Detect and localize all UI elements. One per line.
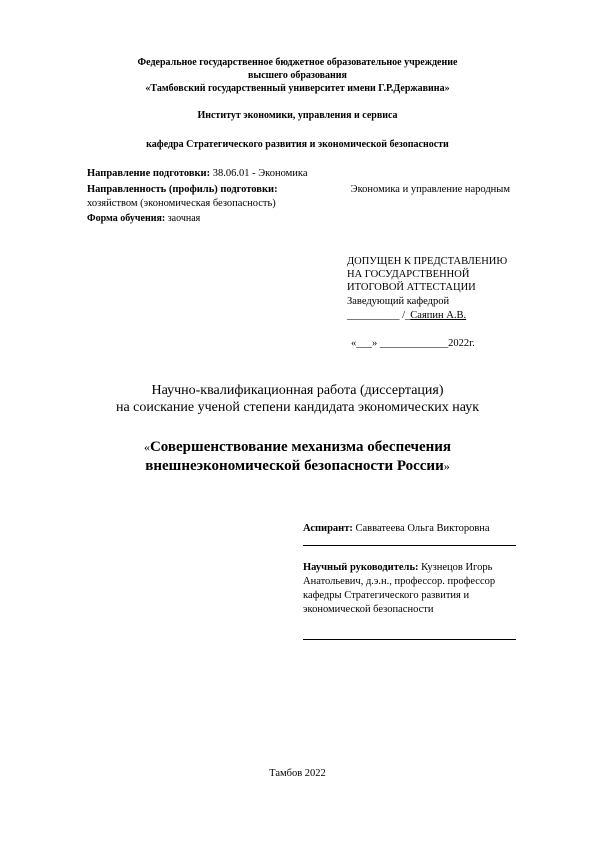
institute-name: Институт экономики, управления и сервиса <box>197 110 398 121</box>
supervisor-signature-line <box>303 639 516 640</box>
aspirant-name: Савватеева Ольга Викторовна <box>352 523 490 534</box>
direction-label: Направление подготовки: <box>87 168 211 179</box>
work-title-line-2 <box>0 458 595 475</box>
title-text-1: Совершенствование механизма обеспечения <box>149 439 452 455</box>
form-label: Форма обучения: <box>87 213 166 224</box>
profile-label: Направленность (профиль) подготовки: <box>87 184 278 195</box>
approval-line-1: ДОПУЩЕН К ПРЕДСТАВЛЕНИЮ <box>347 256 508 267</box>
approval-signature <box>347 309 466 322</box>
signature-blank: __________ /_ <box>347 310 411 321</box>
approval-date: «___» _____________2022г. <box>351 338 475 349</box>
title-close-quote: » <box>443 459 450 473</box>
supervisor-line-4: экономической безопасности <box>303 604 434 615</box>
aspirant-signature-line <box>303 545 516 546</box>
direction-row <box>87 167 507 180</box>
aspirant-row <box>303 522 543 535</box>
supervisor-line-3: кафедры Стратегического развития и <box>303 590 470 601</box>
org-line-1: Федеральное государственное бюджетное образовательное учреждение <box>137 57 458 68</box>
approval-line-2: НА ГОСУДАРСТВЕННОЙ <box>347 269 470 280</box>
supervisor-line-2: Анатольевич, д.э.н., профессор. профессор <box>303 576 496 587</box>
city-year: Тамбов 2022 <box>269 768 326 779</box>
supervisor-label: Научный руководитель: <box>303 562 419 573</box>
profile-value-2: хозяйством (экономическая безопасность) <box>87 198 276 209</box>
title-open-quote: « <box>143 440 150 454</box>
work-title-line-1 <box>0 439 595 456</box>
title-text-2: внешнеэкономической безопасности России <box>145 458 444 474</box>
department-name: кафедра Стратегического развития и экономической безопасности <box>146 139 449 150</box>
supervisor-row <box>303 561 563 574</box>
approval-head: Заведующий кафедрой <box>347 296 450 307</box>
profile-value-1: Экономика и управление народным <box>350 184 510 195</box>
direction-value: 38.06.01 - Экономика <box>210 168 308 179</box>
work-type-line-2: на соискание ученой степени кандидата экономических наук <box>115 400 480 415</box>
aspirant-label: Аспирант: <box>303 523 353 534</box>
head-name: Саяпин А.В. <box>410 310 467 321</box>
approval-line-3: ИТОГОВОЙ АТТЕСТАЦИИ <box>347 282 476 293</box>
org-line-2: высшего образования <box>248 70 347 81</box>
form-row <box>87 212 507 225</box>
profile-row <box>87 183 510 196</box>
form-value: заочная <box>165 213 201 224</box>
work-type-line-1: Научно-квалификационная работа (диссертация) <box>151 383 444 398</box>
supervisor-line-1: Кузнецов Игорь <box>418 562 493 573</box>
org-line-3: «Тамбовский государственный университет имени Г.Р.Державина» <box>145 83 450 94</box>
